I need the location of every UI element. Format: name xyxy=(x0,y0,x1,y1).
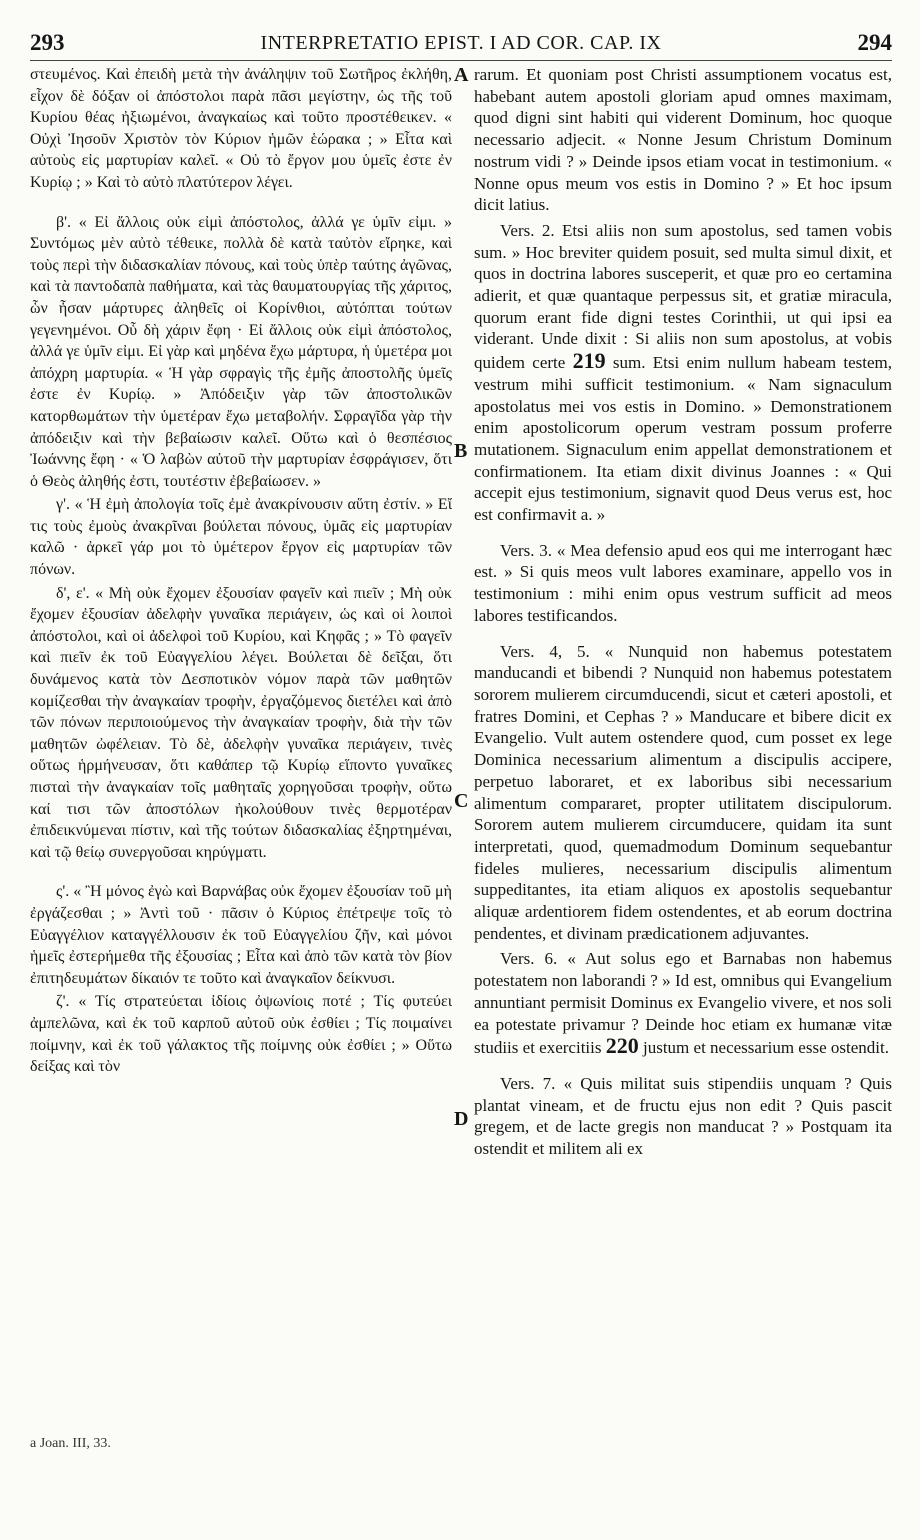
latin-paragraph-1: rarum. Et quoniam post Christi assumptionem vocatus est, habebant autem apostoli gloriam apud omnes maximam, quod digni sint habiti qui viderent Dominum, hoc quoque necessario adjecit. « Nonne Jesum Christum Dominum nostrum vidi ? » Deinde ipsos etiam vocat in testimonium. « Nonne opus meum vos estis in Domino ? » Et hoc ipsum dicit latius. xyxy=(474,65,892,215)
latin-paragraph-2-cont: sum. Etsi enim nullum habeam testem, vestrum mihi sufficit testimonium. « Nam signaculum apostolatus mei vos estis in Domino. » Demonstrationem enim apostolicorum operum vestram possum proferre mutationem. Signaculum enim appellat demonstrationem et confirmationem. Ita etiam dixit divinus Joannes : « Qui accepit ejus testimonium, signavit quod Deus verus est, hoc est confirmavit a. » xyxy=(474,353,893,525)
footnote: a Joan. III, 33. xyxy=(30,1436,111,1451)
running-title: INTERPRETATIO EPIST. I AD COR. CAP. IX xyxy=(260,32,662,54)
greek-paragraph-2: β'. « Εἰ ἄλλοις οὐκ εἰμὶ ἀπόστολος, ἀλλά γε ὑμῖν εἰμι. » Συντόμως μὲν αὐτὸ τέθεικε, πολλὰ δὲ κατὰ ταὐτὸν εἴρηκε, καὶ τοὺς περὶ τὴν διδασκαλίαν πόνους, καὶ τοὺς ὑπὲρ ταύτης ἀγῶνας, καὶ τὰ παντοδαπὰ παθήματα, καὶ τὰς θαυματουργίας τῆς χάριτος, ὧν ἦσαν μάρτυρες ἀληθεῖς οἱ Κορίνθιοι, αὐτόπται τούτων γεγενημένοι. Οὗ δὴ χάριν ἔφη · Εἰ ἄλλοις οὐκ εἰμὶ ἀπόστολος, ἀλλά γε ὑμῖν εἰμι. Εἰ γὰρ καὶ μηδένα ἔχω μάρτυρα, ἡ ὑμετέρα μοι ἀπόχρη μαρτυρία. « Ἡ γὰρ σφραγὶς τῆς ἐμῆς ἀποστολῆς ὑμεῖς ἐστε ἐν Κυρίῳ. » Ἀπόδειξιν γὰρ τῶν ἀποστολικῶν κατορθωμάτων τὴν ὑμετέραν ἔχω μεταβολήν. Σφραγῖδα γὰρ τὴν ἀπόδειξιν καὶ τὴν βεβαίωσιν καλεῖ. Οὕτω καὶ ὁ θεσπέσιος Ἰωάννης ἔφη · « Ὁ λαβὼν αὐτοῦ τὴν μαρτυρίαν ἐσφράγισεν, ὅτι ὁ Θεὸς ἀληθής ἐστι, τουτέστιν ἐβεβαίωσεν. » xyxy=(30,213,452,490)
latin-paragraph-6: Vers. 7. « Quis militat suis stipendiis unquam ? Quis plantat vineam, et de fructu ejus non edit ? Quis pascit gregem, et de lacte gregis non manducat ? » Postquam ita ostendit et militem ali ex xyxy=(474,1073,892,1159)
greek-paragraph-5: ς'. « Ἢ μόνος ἐγὼ καὶ Βαρνάβας οὐκ ἔχομεν ἐξουσίαν τοῦ μὴ ἐργάζεσθαι ; » Ἀντὶ τοῦ · πᾶσιν ὁ Κύριος ἐπέτρεψε τοῖς τὸ Εὐαγγέλιον καταγγέλλουσιν ἐκ τοῦ Εὐαγγελίου ζῆν, καὶ μόνοι ἡμεῖς ἐστερήμεθα τῆς ἐξουσίας ; Εἶτα καὶ ἀπὸ τῶν κατὰ τὸν βίον ἐπιτηδευμάτων δίκαιόν τε τοῦτο καὶ ἀναγκαῖον δείκνυσι. xyxy=(30,883,452,987)
column-number-219: 219 xyxy=(572,348,606,374)
margin-marker-b: B xyxy=(454,440,468,462)
latin-paragraph-2-text: Vers. 2. Etsi aliis non sum apostolus, sed tamen vobis sum. » Hoc breviter quidem posuit, sed multa simul dixit, et quos in doctrina labores susceperit, et quæ pro eo certamina adierit, et quæ quantaque perpessus sit, et gratiæ miracula, quorum erant fide digni testes Corinthii, ut qui ipsi ea viderant. Unde dixit : Si aliis non sum apostolus, at vobis quidem certe xyxy=(474,220,892,373)
latin-paragraph-5-text: Vers. 6. « Aut solus ego et Barnabas non habemus potestatem non laborandi ? » Id est, omnibus qui Evangelium annuntiant permisit Dominus ex Evangelio vivere, et nos soli ea potestate privamur ? Deinde hoc etiam ex humanæ vitæ studiis et exercitiis xyxy=(474,949,892,1058)
greek-paragraph-1: στευμένος. Καὶ ἐπειδὴ μετὰ τὴν ἀνάληψιν τοῦ Σωτῆρος ἐκλήθη, εἶχον δὲ δόξαν οἱ ἀπόστολοι παρὰ πᾶσι μεγίστην, ὡς τῆς τοῦ Κυρίου θέας ἠξιωμένοι, ἀναγκαίως καὶ τοῦτο προστέθεικεν. « Οὐχὶ Ἰησοῦν Χριστὸν τὸν Κύριον ἡμῶν ἑώρακα ; » Εἶτα καὶ αὐτοὺς εἰς μαρτυρίαν καλεῖ. « Οὐ τὸ ἔργον μου ὑμεῖς ἐστε ἐν Κυρίῳ ; » Καὶ τὸ αὐτὸ πλατύτερον λέγει. xyxy=(30,66,452,191)
latin-paragraph-2 xyxy=(474,220,892,526)
latin-paragraph-3: Vers. 3. « Mea defensio apud eos qui me interrogant hæc est. » Si quis meos vult labores examinare, appello vos in testimonium : mihi enim opus vestrum sufficit ad meos labores testificandos. xyxy=(474,540,892,625)
greek-column xyxy=(30,64,452,1078)
page-number-left: 293 xyxy=(30,30,65,55)
latin-paragraph-5-cont: justum et necessarium esse ostendit. xyxy=(642,1038,889,1058)
margin-marker-a: A xyxy=(454,64,469,86)
page-number-right: 294 xyxy=(857,30,892,55)
column-number-220: 220 xyxy=(605,1033,639,1059)
greek-paragraph-6: ζ'. « Τίς στρατεύεται ἰδίοις ὀψωνίοις ποτέ ; Τίς φυτεύει ἀμπελῶνα, καὶ ἐκ τοῦ καρποῦ αὐτοῦ οὐκ ἐσθίει ; Τίς ποιμαίνει ποίμνην, καὶ ἐκ τοῦ γάλακτος τῆς ποίμνης οὐκ ἐσθίει ; » Οὕτω δείξας καὶ τὸν xyxy=(30,993,452,1076)
latin-paragraph-5 xyxy=(474,948,892,1059)
margin-marker-d: D xyxy=(454,1108,469,1130)
margin-marker-c: C xyxy=(454,790,469,812)
running-header xyxy=(30,30,892,61)
greek-paragraph-4: δ', ε'. « Μὴ οὐκ ἔχομεν ἐξουσίαν φαγεῖν καὶ πιεῖν ; Μὴ οὐκ ἔχομεν ἐξουσίαν ἀδελφὴν γυναῖκα περιάγειν, ὡς καὶ οἱ λοιποὶ ἀπόστολοι, καὶ οἱ ἀδελφοὶ τοῦ Κυρίου, καὶ Κηφᾶς ; » Τὸ φαγεῖν καὶ πιεῖν ἐκ τοῦ Εὐαγγελίου λέγει. Βούλεται δὲ δεῖξαι, ὅτι δυνάμενος κατὰ τὸν Δεσποτικὸν νόμον παρὰ τῶν μαθητῶν κομίζεσθαι τὴν ἀναγκαίαν τροφὴν, ἐργαζόμενος διετέλει καὶ ἀπὸ τῶν πόνων περιποιούμενος τὴν ἀναγκαίαν τροφὴν, διὰ τὴν τῶν μαθητῶν ὠφέλειαν. Τὸ δὲ, ἀδελφὴν γυναῖκα περιάγειν, τινὲς οὕτως ἡρμήνευσαν, ὅτι καθάπερ τῷ Κυρίῳ εἵποντο γυναῖκες πισταὶ τὴν ἀναγκαίαν τοῖς μαθηταῖς χορηγοῦσαι τροφὴν, οὕτω καί τισι τῶν ἀποστόλων ἠκολούθουν τινὲς θερμοτέραν ἐπιδεικνύμεναι πίστιν, καὶ τῆς τούτων διδασκαλίας ἐξηρτημέναι, καὶ τῷ θείῳ συνεργοῦσαι κηρύγματι. xyxy=(30,584,452,861)
greek-paragraph-3: γ'. « Ἡ ἐμὴ ἀπολογία τοῖς ἐμὲ ἀνακρίνουσιν αὕτη ἐστίν. » Εἴ τις τοὺς ἐμοὺς ἀνακρῖναι βούλεται πόνους, ὑμᾶς εἰς μαρτυρίαν καλῶ · ἀρκεῖ γάρ μοι τὸ ὑμέτερον ἔργον εἰς μαρτυρίαν τῶν πόνων. xyxy=(30,496,452,579)
latin-column xyxy=(474,64,892,1160)
latin-paragraph-4: Vers. 4, 5. « Nunquid non habemus potestatem manducandi et bibendi ? Nunquid non habemus potestatem sororem mulierem circumducendi, sicut et cæteri apostoli, et fratres Domini, et Cephas ? » Manducare et bibere dicit ex Evangelio. Vult autem ostendere quod, cum posset ex lege Dominica necessarium alimentum a discipulis accipere, perpetuo laboraret, et ex laboribus sibi necessarium alimentum compararet, propter utilitatem discipulorum. Sororem autem mulierem circumducere, quidam ita sunt interpretati, quod, quemadmodum Dominum sequebantur fideles mulieres, necessarium discipulis alimentum suppeditantes, ita etiam aliquos ex apostolis sequebantur aliquæ ardentiorem fidem ostendentes, et ab eorum doctrina pendentes, et divinam prædicationem adjuvantes. xyxy=(474,641,892,943)
